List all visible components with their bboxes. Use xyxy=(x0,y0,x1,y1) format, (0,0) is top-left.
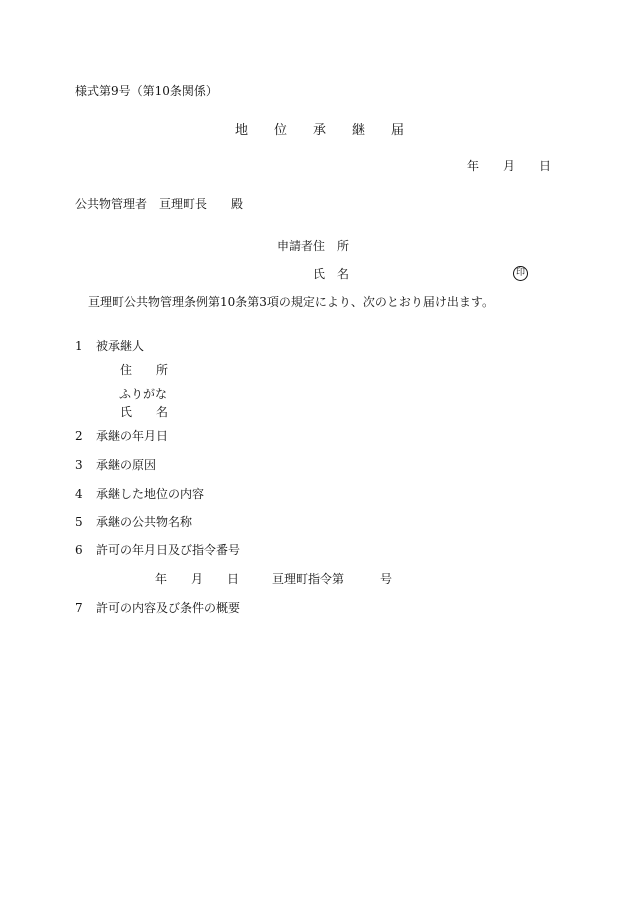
item-label: 許可の内容及び条件の概要 xyxy=(96,601,241,615)
addressee: 公共物管理者 亘理町長 殿 xyxy=(75,197,244,211)
seal-mark: 印 xyxy=(513,266,528,281)
item1-furigana-label: ふりがな xyxy=(119,387,168,401)
intro-text: 亘理町公共物管理条例第10条第3項の規定により、次のとおり届け出ます。 xyxy=(88,295,494,309)
item-label: 承継の年月日 xyxy=(96,429,169,443)
form-number: 様式第9号（第10条関係） xyxy=(75,84,218,98)
item-number: 6 xyxy=(75,543,83,557)
item-number: 5 xyxy=(75,515,83,529)
date-line: 年 月 日 xyxy=(467,159,552,173)
item1-name-label: 氏 名 xyxy=(120,405,169,419)
applicant-name-label: 氏 名 xyxy=(313,267,350,281)
applicant-address-label: 申請者住 所 xyxy=(277,239,350,253)
item-number: 3 xyxy=(75,458,83,472)
item6-date-line: 年 月 日 xyxy=(155,572,240,586)
item-label: 被承継人 xyxy=(96,339,145,353)
item-label: 承継の公共物名称 xyxy=(96,515,193,529)
item-label: 承継した地位の内容 xyxy=(96,487,205,501)
item-number: 4 xyxy=(75,487,83,501)
item-label: 許可の年月日及び指令番号 xyxy=(96,543,241,557)
document-title: 地 位 承 継 届 xyxy=(235,123,405,138)
item-number: 1 xyxy=(75,339,83,353)
item1-address-label: 住 所 xyxy=(120,363,169,377)
item-label: 承継の原因 xyxy=(96,458,157,472)
item-number: 2 xyxy=(75,429,83,443)
item6-permit-number: 亘理町指令第 号 xyxy=(272,572,393,586)
item-number: 7 xyxy=(75,601,83,615)
